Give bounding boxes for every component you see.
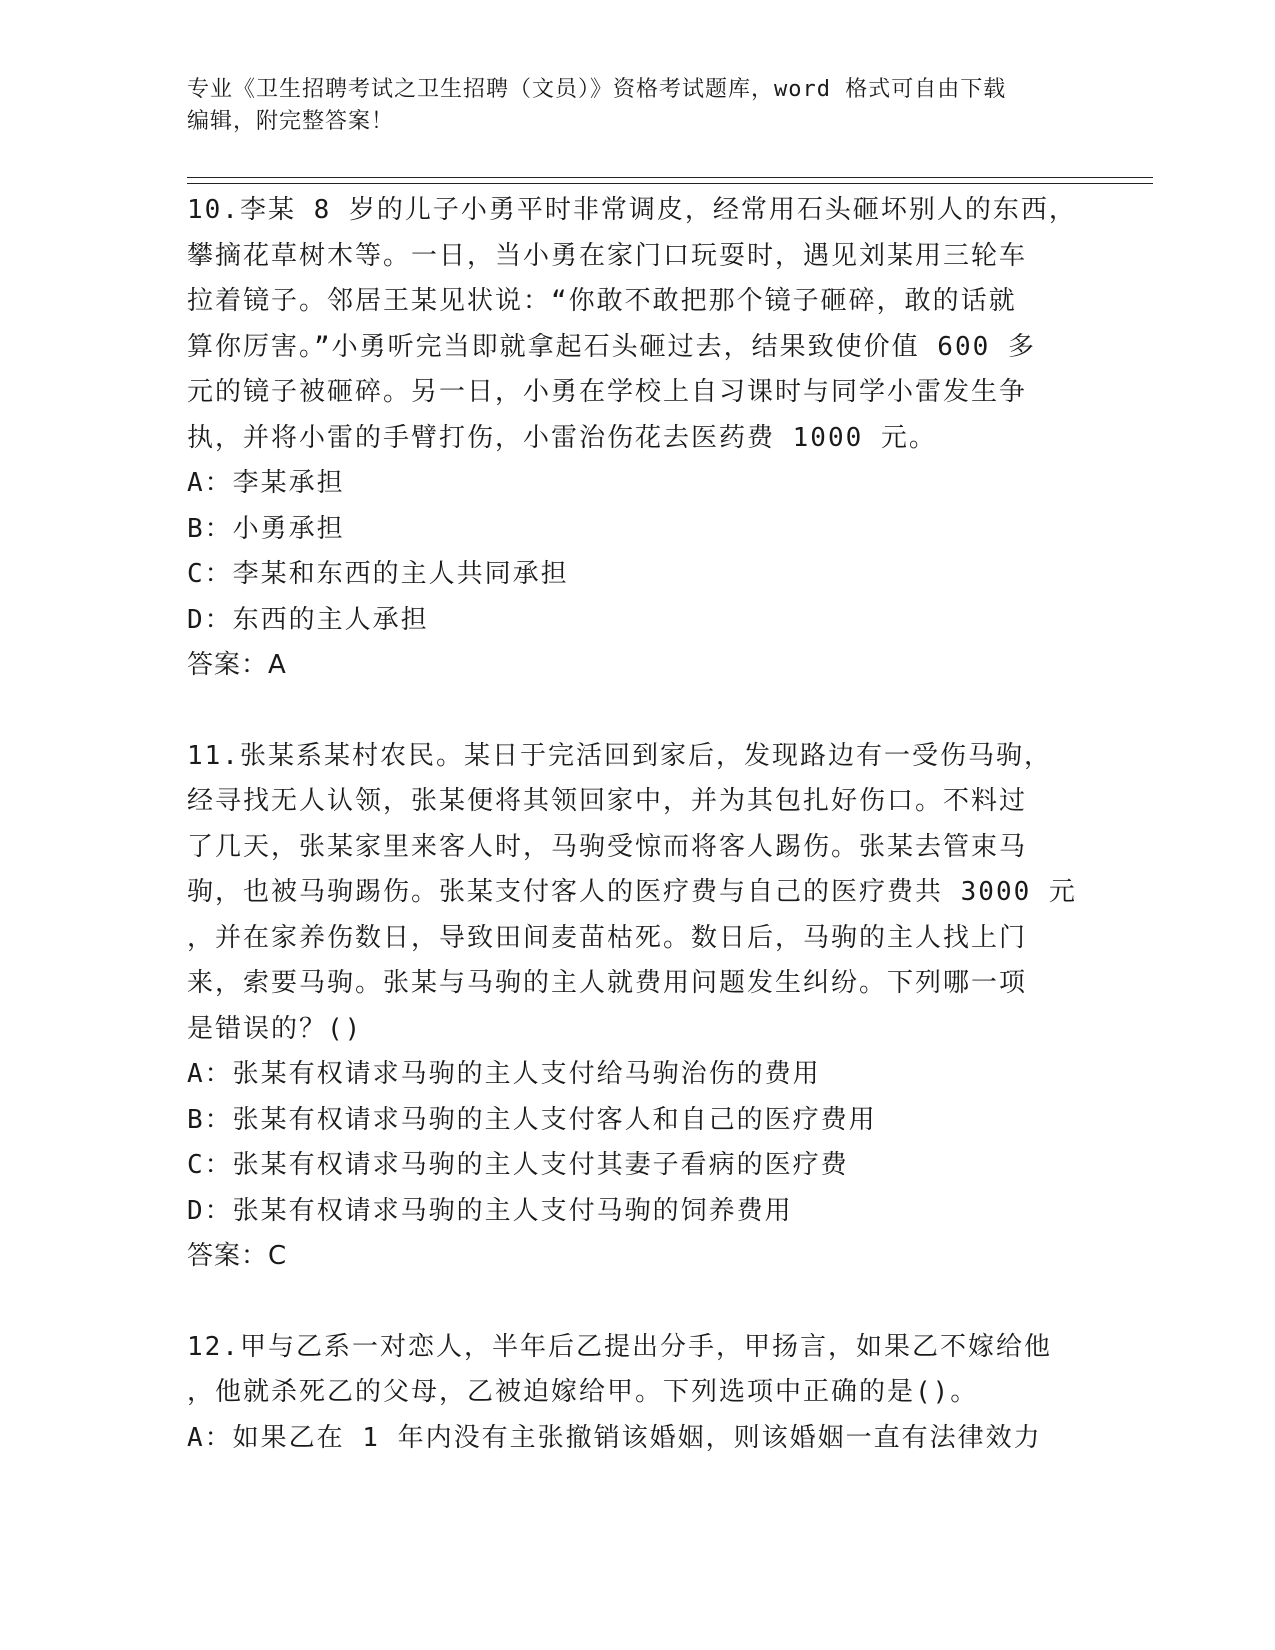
answer-line: 答案：A xyxy=(187,650,287,680)
question-stem: 10.李某 8 岁的儿子小勇平时非常调皮，经常用石头砸坏别人的东西， 攀摘花草树木等。一日，当小勇在家门口玩耍时，遇见刘某用三轮车 拉着镜子。邻居王某见状说：“你敢不敢把那个镜子砸碎，敢的话就 算你厉害。”小勇听完当即就拿起石头砸过去，结果致使价值 600 多 元的镜子被砸碎。另一日，小勇在学校上自习课时与同学小雷发生争 执，并将小雷的手臂打伤，小雷治伤花去医药费 1000 元。 xyxy=(187,195,1077,453)
question-stem: 11.张某系某村农民。某日于完活回到家后，发现路边有一受伤马驹， 经寻找无人认领，张某便将其领回家中，并为其包扎好伤口。不料过 了几天，张某家里来客人时，马驹受惊而将客人踢伤。张某去管束马 驹，也被马驹踢伤。张某支付客人的医疗费与自己的医疗费共 3000 元 ，并在家养伤数日，导致田间麦苗枯死。数日后，马驹的主人找上门 来，索要马驹。张某与马驹的主人就费用问题发生纠纷。下列哪一项 是错误的？() xyxy=(187,740,1077,1044)
question-12 xyxy=(187,1325,1087,1462)
option-c: C：李某和东西的主人共同承担 xyxy=(187,559,569,589)
header-line-2: 编辑，附完整答案！ xyxy=(187,109,395,134)
option-c: C：张某有权请求马驹的主人支付其妻子看病的医疗费 xyxy=(187,1150,849,1180)
document-header xyxy=(187,74,1067,138)
header-divider-top xyxy=(187,177,1153,178)
option-a: A：张某有权请求马驹的主人支付给马驹治伤的费用 xyxy=(187,1059,821,1089)
question-11 xyxy=(187,734,1087,1280)
question-list xyxy=(187,188,1087,1461)
answer-line: 答案：C xyxy=(187,1241,288,1271)
header-line-1: 专业《卫生招聘考试之卫生招聘（文员）》资格考试题库，word 格式可自由下载 xyxy=(187,77,1007,102)
question-spacer xyxy=(187,1280,1087,1325)
option-a: A：李某承担 xyxy=(187,468,345,498)
question-stem: 12.甲与乙系一对恋人，半年后乙提出分手，甲扬言，如果乙不嫁给他 ，他就杀死乙的父母，乙被迫嫁给甲。下列选项中正确的是()。 xyxy=(187,1331,1052,1407)
option-b: B：张某有权请求马驹的主人支付客人和自己的医疗费用 xyxy=(187,1104,877,1135)
option-b: B：小勇承担 xyxy=(187,513,345,544)
option-d: D：东西的主人承担 xyxy=(187,604,429,635)
question-10 xyxy=(187,188,1087,689)
option-a: A：如果乙在 1 年内没有主张撤销该婚姻，则该婚姻一直有法律效力 xyxy=(187,1422,1042,1453)
question-spacer xyxy=(187,689,1087,734)
option-d: D：张某有权请求马驹的主人支付马驹的饲养费用 xyxy=(187,1195,793,1226)
header-divider-bottom xyxy=(187,183,1153,184)
